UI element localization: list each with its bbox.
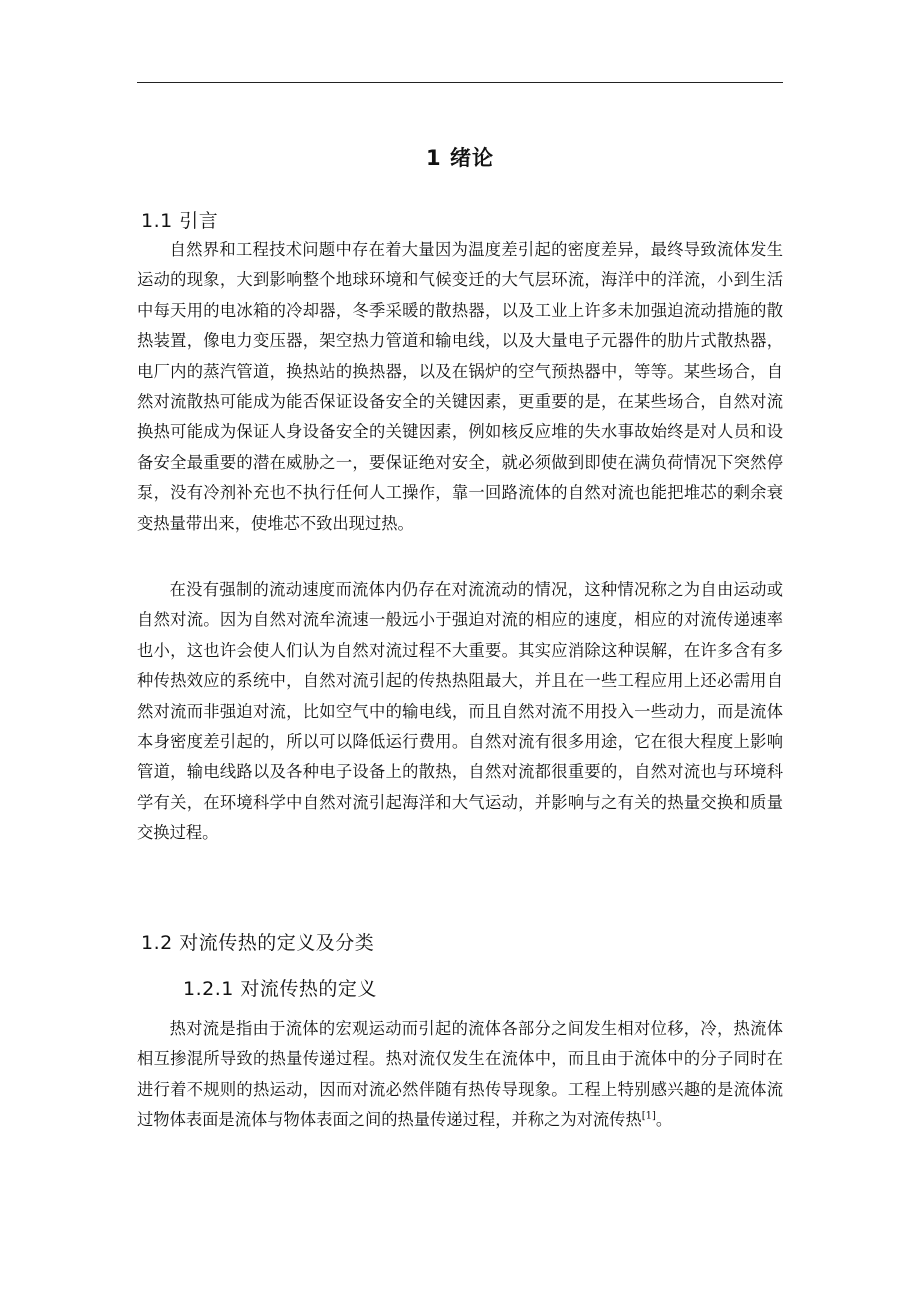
intro-paragraph-2: 在没有强制的流动速度而流体内仍存在对流流动的情况，这种情况称之为自由运动或自然对流。因为自然对流牟流速一般远小于强迫对流的相应的速度，相应的对流传递速率也小，这也许会使人们认为自然对流过程不大重要。其实应消除这种误解，在许多含有多种传热效应的系统中，自然对流引起的传热热阻最大，并且在一些工程应用上还必需用自然对流而非强迫对流，比如空气中的输电线，而且自然对流不用投入一些动力，而是流体本身密度差引起的，所以可以降低运行费用。自然对流有很多用途，它在很大程度上影响管道，输电线路以及各种电子设备上的散热，自然对流都很重要的，自然对流也与环境科学有关，在环境科学中自然对流引起海洋和大气运动，并影响与之有关的热量交换和质量交换过程。 xyxy=(137,580,783,843)
header-rule xyxy=(137,82,783,83)
section-heading-1-1: 1.1 引言 xyxy=(141,210,219,232)
definition-paragraph xyxy=(137,1014,783,1136)
definition-end: 。 xyxy=(655,1110,673,1130)
section-heading-1-2: 1.2 对流传热的定义及分类 xyxy=(141,932,375,954)
definition-text: 热对流是指由于流体的宏观运动而引起的流体各部分之间发生相对位移，冷，热流体相互掺混所导致的热量传递过程。热对流仅发生在流体中，而且由于流体中的分子同时在进行着不规则的热运动，因而对流必然伴随有热传导现象。工程上特别感兴趣的是流体流过物体表面是流体与物体表面之间的热量传递过程，并称之为对流传热 xyxy=(137,1019,783,1130)
citation-ref[interactable]: [1] xyxy=(641,1110,656,1122)
chapter-title: 1 绪论 xyxy=(426,146,494,170)
section-heading-1-2-1: 1.2.1 对流传热的定义 xyxy=(183,978,377,1000)
intro-paragraph-1: 自然界和工程技术问题中存在着大量因为温度差引起的密度差异，最终导致流体发生运动的现象，大到影响整个地球环境和气候变迁的大气层环流，海洋中的洋流，小到生活中每天用的电冰箱的冷却器，冬季采暖的散热器，以及工业上许多未加强迫流动措施的散热装置，像电力变压器，架空热力管道和输电线，以及大量电子元器件的肋片式散热器，电厂内的蒸汽管道，换热站的换热器，以及在锅炉的空气预热器中，等等。某些场合，自然对流散热可能成为能否保证设备安全的关键因素，更重要的是，在某些场合，自然对流换热可能成为保证人身设备安全的关键因素，例如核反应堆的失水事故始终是对人员和设备安全最重要的潜在威胁之一，要保证绝对安全，就必须做到即使在满负荷情况下突然停泵，没有冷剂补充也不执行任何人工操作，靠一回路流体的自然对流也能把堆芯的剩余衰变热量带出来，使堆芯不致出现过热。 xyxy=(137,240,783,533)
